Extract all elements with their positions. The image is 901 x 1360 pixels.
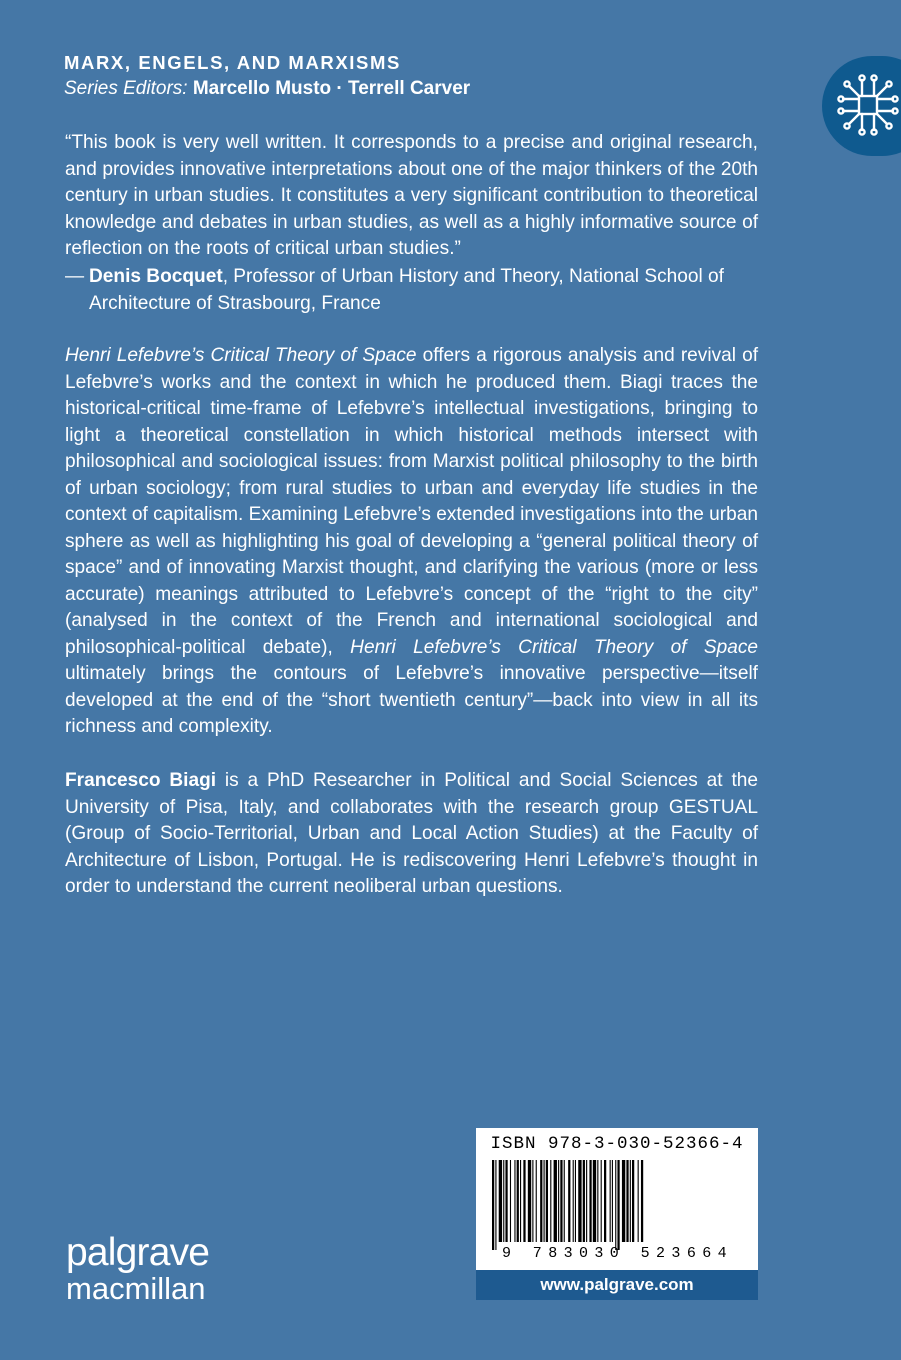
quote-affiliation-1: , Professor of Urban History and Theory, National School of [222, 266, 724, 287]
book-title: Henri Lefebvre’s Critical Theory of Space [65, 345, 417, 366]
publisher-line-2: macmillan [66, 1271, 206, 1306]
barcode-bar [589, 1160, 591, 1242]
barcode-bar [514, 1160, 515, 1242]
publisher-logo [66, 1233, 209, 1304]
series-editors [64, 76, 470, 102]
series-header [64, 50, 470, 102]
barcode-bar [630, 1160, 631, 1242]
barcode-bar [560, 1160, 562, 1242]
series-editors-names: Marcello Musto · Terrell Carver [192, 78, 471, 99]
barcode-bar [554, 1160, 557, 1242]
author-bio-text: is a PhD Researcher in Political and Social Sciences at the University of Pisa, Italy, and collaborates with the research group GESTUAL (Group of Socio-Territorial, Urban and Local Action Studies) at the Faculty of Architecture of Lisbon, Portugal. He is rediscovering Henri Lefebvre’s thought in order to understand the current neoliberal urban questions. [65, 770, 758, 897]
barcode-bar [617, 1160, 619, 1250]
barcode-bar [492, 1160, 494, 1250]
endorsement-quote: “This book is very well written. It corresponds to a precise and original research, and provides innovative interpretations about one of the major thinkers of the 20th century in urban studies. It constitutes a very significant contribution to theoretical knowledge and debates in urban studies, as well as a highly informative source of reflection on the roots of critical urban studies.” [65, 132, 758, 259]
description-part-1: offers a rigorous analysis and revival of Lefebvre’s works and the context in which he produced them. Biagi traces the historical-critical time-frame of Lefebvre’s intellectual investigations, bringing to light a theoretical constellation in which historical methods intersect with philosophical and sociological issues: from Marxist political philosophy to the birth of urban sociology; from rural studies to urban and everyday life studies in the context of capitalism. Examining Lefebvre’s extended investigations into the urban sphere as well as highlighting his goal of developing a “general political theory of space” and of innovating Marxist thought, and clarifying the various (more or less accurate) meanings attributed to Lefebvre’s concept of the “right to the city” (analysed in the context of the French and international sociological and philosophical-political debate), [65, 345, 758, 658]
quote-attribution [65, 264, 758, 317]
author-bio [65, 768, 758, 901]
barcode-bar [622, 1160, 625, 1242]
publisher-url: www.palgrave.com [476, 1270, 758, 1300]
barcode-bar [626, 1160, 628, 1242]
barcode-bars [492, 1160, 744, 1250]
barcode-bar [546, 1160, 548, 1242]
publisher-line-1: palgrave [66, 1231, 210, 1274]
barcode-bar [523, 1160, 525, 1242]
barcode-bar [544, 1160, 545, 1242]
barcode-bar [517, 1160, 519, 1242]
circuit-node-icon [837, 72, 899, 138]
barcode-bar [503, 1160, 504, 1242]
barcode-bar [573, 1160, 574, 1242]
author-name: Francesco Biagi [65, 770, 217, 791]
series-editors-label: Series Editors: [64, 78, 188, 99]
barcode-bar [568, 1160, 570, 1242]
book-title-2: Henri Lefebvre’s Critical Theory of Space [350, 636, 759, 658]
barcode-bar [495, 1160, 496, 1250]
barcode-bar [558, 1160, 559, 1242]
series-title: MARX, ENGELS, AND MARXISMS [64, 52, 401, 73]
barcode-digits: 9 783030 523664 [502, 1245, 734, 1262]
palgrave-badge [822, 56, 901, 156]
barcode-bar [540, 1160, 542, 1242]
isbn-barcode [476, 1128, 758, 1300]
barcode-bar [564, 1160, 565, 1242]
barcode-bar [583, 1160, 585, 1242]
barcode-bar [586, 1160, 587, 1242]
barcode-bar [578, 1160, 581, 1242]
barcode-bar [532, 1160, 533, 1242]
attribution-dash: — [65, 266, 85, 287]
book-description [65, 343, 758, 741]
barcode-bar [593, 1160, 596, 1242]
barcode-bar [641, 1160, 643, 1242]
barcode-bar [612, 1160, 613, 1242]
barcode-bar [528, 1160, 531, 1242]
barcode-bar [632, 1160, 634, 1242]
barcode-bar [604, 1160, 606, 1242]
barcode-bar [505, 1160, 507, 1242]
barcode-bar [615, 1160, 616, 1250]
quote-author: Denis Bocquet [89, 266, 223, 287]
description-part-2: ultimately brings the contours of Lefebvre’s innovative perspective—itself developed at the end of the “short twentieth century”—back into view in all its richness and complexity. [65, 663, 758, 737]
quote-affiliation-2: Architecture of Strasbourg, France [89, 292, 381, 314]
barcode-bar [601, 1160, 602, 1242]
barcode-bar [575, 1160, 576, 1242]
barcode-bar [610, 1160, 611, 1242]
barcode-bar [550, 1160, 551, 1242]
barcode-bar [520, 1160, 521, 1242]
barcode-bar [536, 1160, 537, 1242]
barcode-bar [597, 1160, 598, 1242]
barcode-bar [499, 1160, 502, 1242]
barcode-bar [638, 1160, 639, 1242]
isbn-label: ISBN 978-3-030-52366-4 [490, 1134, 744, 1154]
barcode-bar [510, 1160, 511, 1242]
